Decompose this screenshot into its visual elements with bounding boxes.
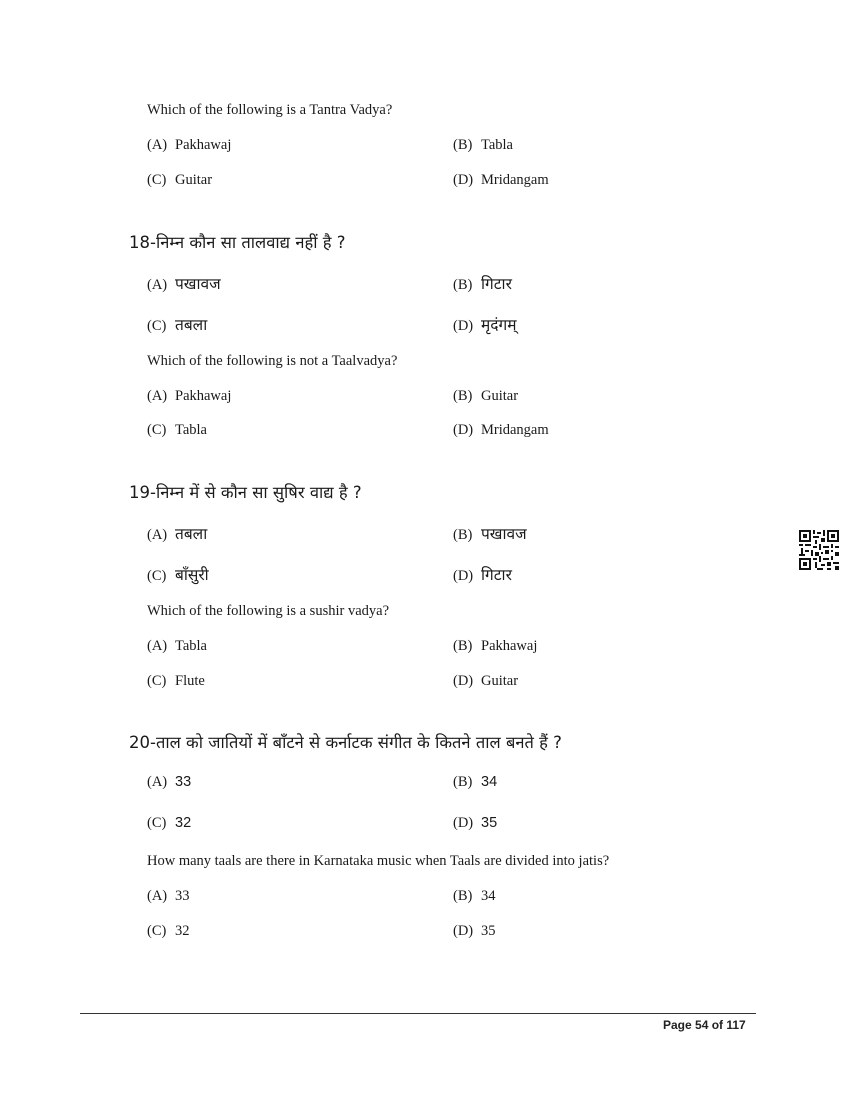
q20-option-b-en: (B) 34 [453,888,496,904]
q18-option-a-en: (A) Pakhawaj [147,388,232,404]
q18-option-b-hi: (B) गिटार [453,275,512,293]
q18-option-b-en: (B) Guitar [453,388,519,404]
q18-question-en: Which of the following is not a Taalvadya? [147,353,398,369]
q19-option-a-en: (A) Tabla [147,638,207,654]
q20-option-d-en: (D) 35 [453,923,496,939]
q17-option-d-en: (D) Mridangam [453,172,549,188]
q19-option-c-hi: (C) बाँसुरी [147,566,209,584]
q18-option-c-en: (C) Tabla [147,422,207,438]
q17-option-c-en: (C) Guitar [147,172,213,188]
q19-option-b-hi: (B) पखावज [453,525,527,543]
q19-option-a-hi: (A) तबला [147,525,208,543]
q20-option-c-hi: (C) 32 [147,815,192,831]
q20-option-a-en: (A) 33 [147,888,190,904]
q18-option-d-en: (D) Mridangam [453,422,549,438]
q19-option-d-en: (D) Guitar [453,673,519,689]
footer-divider [80,1013,756,1014]
q19-question-en: Which of the following is a sushir vadya? [147,603,390,619]
q20-option-d-hi: (D) 35 [453,815,498,831]
q18-option-c-hi: (C) तबला [147,316,208,334]
q19-option-b-en: (B) Pakhawaj [453,638,538,654]
q20-option-c-en: (C) 32 [147,923,190,939]
qr-code-icon [799,530,839,570]
q20-option-b-hi: (B) 34 [453,774,498,790]
q17-option-a-en: (A) Pakhawaj [147,137,232,153]
q19-question-hi: 19-निम्न में से कौन सा सुषिर वाद्य है ? [129,483,362,502]
q18-question-hi: 18-निम्न कौन सा तालवाद्य नहीं है ? [129,233,346,252]
page-number: Page 54 of 117 [663,1018,746,1032]
q17-option-b-en: (B) Tabla [453,137,513,153]
q19-option-d-hi: (D) गिटार [453,566,512,584]
q20-option-a-hi: (A) 33 [147,774,192,790]
q17-question-en: Which of the following is a Tantra Vadya? [147,102,393,118]
q18-option-a-hi: (A) पखावज [147,275,221,293]
q19-option-c-en: (C) Flute [147,673,205,689]
q20-question-en: How many taals are there in Karnataka music when Taals are divided into jatis? [147,853,610,869]
q20-question-hi: 20-ताल को जातियों में बाँटने से कर्नाटक संगीत के कितने ताल बनते हैं ? [129,733,562,752]
q18-option-d-hi: (D) मृदंगम् [453,316,517,334]
